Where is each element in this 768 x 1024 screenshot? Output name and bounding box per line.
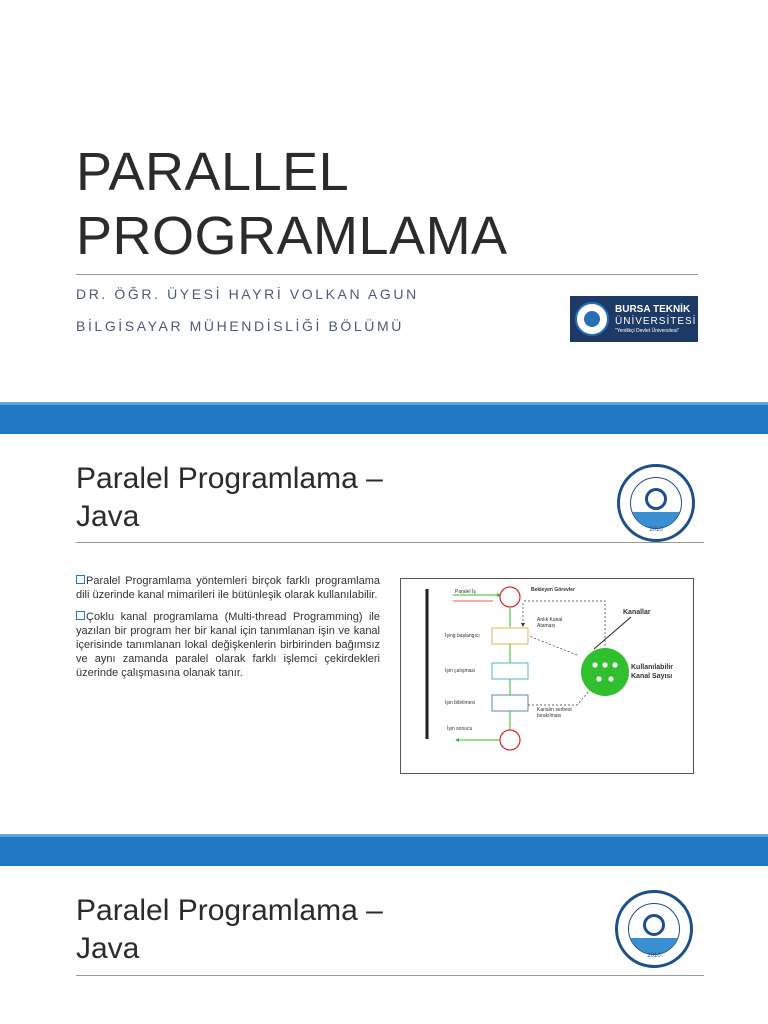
logo-line-2: ÜNİVERSİTESİ [615, 315, 697, 327]
thread-pool-diagram [400, 578, 694, 774]
slide-2-title-line-1: Paralel Programlama – [76, 462, 383, 495]
label-kanalin-serbest-1: Kanalın serbest [537, 707, 572, 713]
title-divider [76, 274, 698, 275]
university-logo [570, 296, 698, 342]
logo-emblem-icon [575, 302, 609, 336]
author-name: DR. ÖĞR. ÜYESİ HAYRİ VOLKAN AGUN [76, 286, 419, 302]
label-bekleyen: Bekleyen Görevler [531, 587, 575, 593]
logo-line-3: "Yenilikçi Devlet Üniversitesi" [615, 327, 680, 334]
slide-separator-bar [0, 402, 768, 434]
label-kanalin-serbest-2: bırakılması [537, 713, 562, 719]
slide-2-divider [76, 542, 704, 543]
logo-line-1: BURSA TEKNİK [615, 303, 691, 315]
university-seal-icon [615, 890, 693, 968]
slide-separator-bar [0, 834, 768, 866]
bullet-2-text: Çoklu kanal programlama (Multi-thread Programming) ile yazılan bir program her bir kanal için tanımlanan işin ve kanal içerisinde tanımlanan lokal değişkenlerin birbirinden bağımsız ve aynı zamanda paralel olarak farklı işlemci çekirdekleri üzerinde çalışmasına olanak tanır. [76, 611, 380, 679]
label-kanallar: Kanallar [623, 609, 651, 616]
university-seal-icon [617, 464, 695, 542]
label-isin-calismasi: İşin çalışması [445, 668, 476, 674]
seal-year: 2010 [649, 527, 663, 533]
label-paralel-is: Paralel İş [455, 589, 476, 595]
bullet-1-text: Paralel Programlama yöntemleri birçok farklı programlama dili üzerinde kanal mimarileri ile bütünleşik olarak kullanılabilir. [76, 575, 380, 601]
title-line-2: PROGRAMLAMA [76, 206, 508, 266]
checkbox-bullet-icon [76, 575, 85, 584]
slide-3-title-line-2: Java [76, 932, 140, 965]
checkbox-bullet-icon [76, 611, 85, 620]
bullet-item [76, 610, 380, 680]
title-slide [0, 0, 768, 402]
title-line-1: PARALLEL [76, 142, 350, 202]
slide-3-title [76, 892, 383, 968]
presentation-title [76, 140, 508, 268]
slide-3-divider [76, 975, 704, 976]
slide-3-title-line-1: Paralel Programlama – [76, 894, 383, 927]
department-name: BİLGİSAYAR MÜHENDİSLİĞİ BÖLÜMÜ [76, 318, 404, 334]
bullet-item [76, 574, 380, 602]
slide-2-title-line-2: Java [76, 500, 140, 533]
slide-2-title [76, 460, 383, 536]
bullet-list [76, 574, 380, 688]
label-anlik-kanal-1: Anlık Kanal [537, 617, 563, 623]
label-kullanilabilir-1: Kullanılabilir [631, 664, 674, 671]
label-isin-bitirilmesi: İşin bitirilmesi [445, 700, 476, 706]
label-isin-baslangici: İşing başlangıcı [445, 633, 480, 639]
label-isin-sonucu: İşin sonucu [447, 726, 473, 732]
label-kullanilabilir-2: Kanal Sayısı [631, 673, 673, 680]
content-slide-3 [0, 866, 768, 1024]
seal-year: 2010 [647, 953, 661, 959]
label-anlik-kanal-2: Ataması [537, 623, 556, 629]
